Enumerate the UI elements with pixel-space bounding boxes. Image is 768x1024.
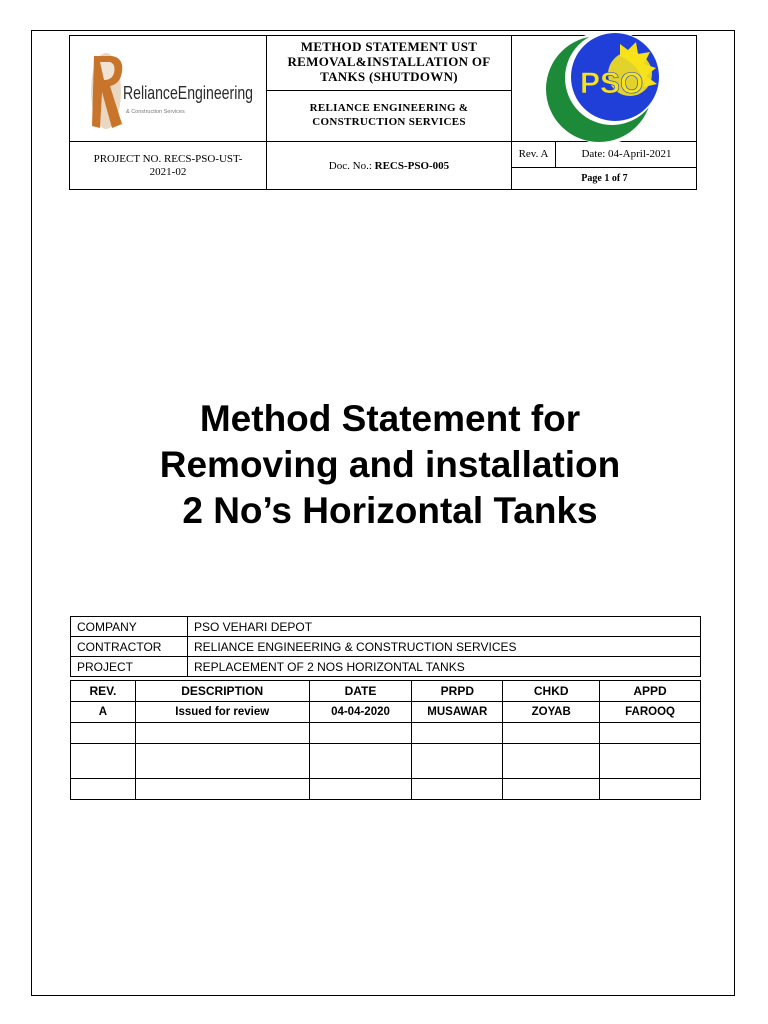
project-value: REPLACEMENT OF 2 NOS HORIZONTAL TANKS: [188, 657, 701, 677]
reliance-logo: [70, 36, 266, 141]
table-cell: ZOYAB: [503, 702, 600, 723]
main-title: [100, 396, 680, 534]
table-cell: Issued for review: [135, 702, 309, 723]
pso-logo: [512, 36, 697, 141]
reliance-tagline-text: & Construction Services: [126, 109, 185, 115]
reliance-logo-cell: [70, 36, 267, 142]
document-header: [69, 35, 697, 190]
document-number-cell: [267, 142, 512, 190]
contractor-value: RELIANCE ENGINEERING & CONSTRUCTION SERVICES: [188, 637, 701, 657]
column-header: PRPD: [412, 681, 503, 702]
document-title-cell: [267, 36, 512, 91]
table-cell: FAROOQ: [600, 702, 701, 723]
doc-no-label: Doc. No.:: [328, 160, 375, 172]
table-cell: 04-04-2020: [309, 702, 412, 723]
table-row: [71, 702, 701, 723]
table-cell: [600, 779, 701, 800]
table-row: [71, 779, 701, 800]
document-title-line: REMOVAL&INSTALLATION OF: [287, 54, 491, 69]
table-cell: [309, 779, 412, 800]
table-cell: [71, 744, 136, 779]
column-header: APPD: [600, 681, 701, 702]
table-cell: [412, 723, 503, 744]
document-title-line: TANKS (SHUTDOWN): [320, 69, 458, 84]
company-name-line: CONSTRUCTION SERVICES: [312, 116, 466, 128]
main-title-line: 2 No’s Horizontal Tanks: [182, 490, 598, 531]
column-header: REV.: [71, 681, 136, 702]
table-cell: [309, 723, 412, 744]
table-row: [71, 637, 701, 657]
table-header-row: [71, 681, 701, 702]
column-header: CHKD: [503, 681, 600, 702]
document-title-line: METHOD STATEMENT UST: [300, 39, 478, 54]
table-row: [71, 657, 701, 677]
main-title-line: Method Statement for: [199, 398, 581, 439]
table-cell: [71, 723, 136, 744]
main-title-line: Removing and installation: [159, 444, 621, 485]
date-cell: Date: 04-April-2021: [556, 142, 697, 168]
pso-logo-cell: [512, 36, 697, 142]
project-info-table: [70, 616, 701, 677]
page-number-cell: Page 1 of 7: [581, 173, 628, 184]
table-row: [71, 723, 701, 744]
project-label: PROJECT: [71, 657, 188, 677]
company-name-line: RELIANCE ENGINEERING &: [309, 102, 469, 114]
doc-no-value: RECS-PSO-005: [374, 160, 450, 172]
table-cell: [135, 744, 309, 779]
table-cell: [503, 779, 600, 800]
table-cell: MUSAWAR: [412, 702, 503, 723]
project-number-line: PROJECT NO. RECS-PSO-UST-: [93, 153, 243, 165]
company-value: PSO VEHARI DEPOT: [188, 617, 701, 637]
table-cell: [600, 744, 701, 779]
company-label: COMPANY: [71, 617, 188, 637]
table-cell: [503, 744, 600, 779]
table-row: [71, 744, 701, 779]
table-cell: [412, 779, 503, 800]
company-name-cell: [267, 91, 512, 142]
table-row: [71, 617, 701, 637]
revision-cell: Rev. A: [512, 142, 556, 168]
table-cell: [412, 744, 503, 779]
table-cell: A: [71, 702, 136, 723]
revision-table: [70, 680, 701, 800]
contractor-label: CONTRACTOR: [71, 637, 188, 657]
project-number-line: 2021-02: [149, 166, 187, 178]
table-cell: [503, 723, 600, 744]
table-cell: [600, 723, 701, 744]
table-cell: [71, 779, 136, 800]
table-cell: [135, 723, 309, 744]
reliance-brand-text: RelianceEngineering: [123, 83, 253, 103]
table-cell: [135, 779, 309, 800]
table-cell: [309, 744, 412, 779]
project-number-cell: [70, 142, 267, 190]
column-header: DESCRIPTION: [135, 681, 309, 702]
pso-logo-text: PSO: [580, 67, 644, 100]
column-header: DATE: [309, 681, 412, 702]
